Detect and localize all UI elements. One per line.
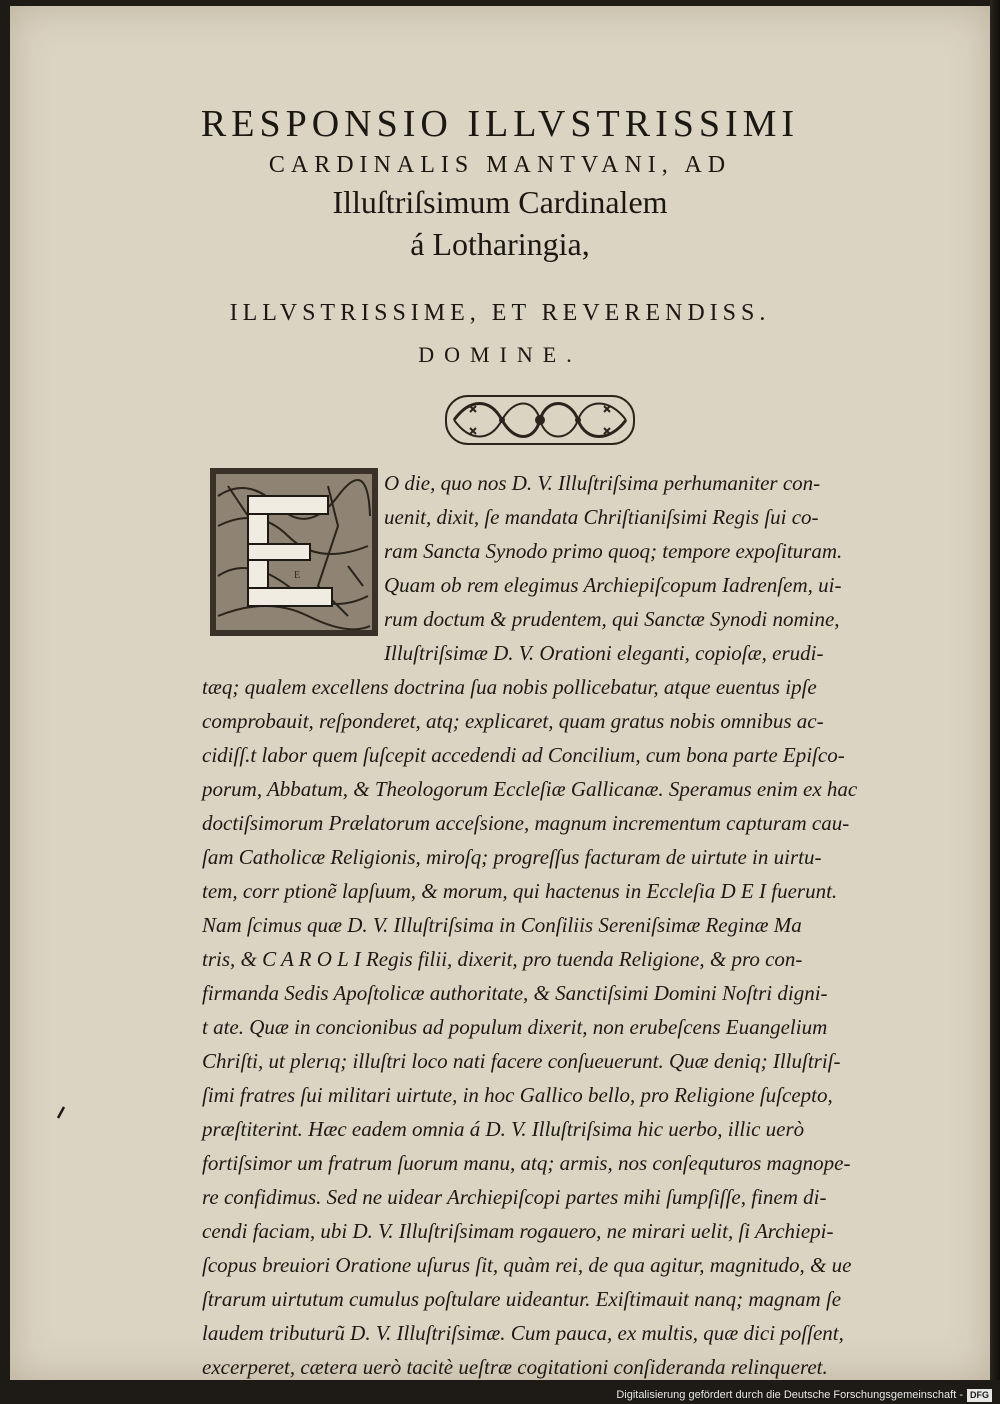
page-edge [990,0,1000,1380]
text-line: cendi faciam, ubi D. V. Illuſtriſsimam rogauero, ne mirari uelit, ſi Archiepi- [202,1219,834,1243]
text-line: ſcopus breuiori Oratione uſurus ſit, quàm rei, de qua agitur, magnitudo, & ue [202,1253,852,1277]
text-line: tæq; qualem excellens doctrina ſua nobis pollicebatur, atque euentus ipſe [202,675,817,699]
text-line: cidiſſ.t labor quem ſuſcepit accedendi ad Concilium, cum bona parte Epiſco- [202,743,845,767]
text-line: rum doctum & prudentem, qui Sanctæ Synodi nomine, [384,607,840,631]
text-line: Chriſti, ut plerıq; illuſtri loco nati facere conſueuerunt. Quæ deniq; Illuſtriſ- [202,1049,841,1073]
text-line: tris, & C A R O L I Regis filii, dixerit, pro tuenda Religione, & pro con- [202,947,803,971]
text-line: porum, Abbatum, & Theologorum Eccleſiæ Gallicanæ. Speramus enim ex hac [202,777,858,801]
dfg-logo: DFG [967,1389,992,1402]
text-line: tem, corr ptionẽ lapſuum, & morum, qui hactenus in Eccleſia D E I fuerunt. [202,879,838,903]
text-line: O die, quo nos D. V. Illuſtriſsima perhumaniter con- [384,471,821,495]
decorated-initial-letter [208,466,380,638]
text-line: firmanda Sedis Apoſtolicæ authoritate, & Sanctiſsimi Domini Noſtri digni- [202,981,828,1005]
text-line: Nam ſcimus quæ D. V. Illuſtriſsima in Conſiliis Sereniſsimæ Reginæ Ma [202,913,802,937]
text-line: re confidimus. Sed ne uidear Archiepiſcopi partes mihi ſumpſiſſe, finem di- [202,1185,827,1209]
text-line: fortiſsimor um fratrum ſuorum manu, atq; armis, nos conſequturos magnope- [202,1151,851,1175]
text-line: ſam Catholicæ Religionis, miroſq; progreſſus facturam de uirtute in uirtu- [202,845,822,869]
text-line: ſtrarum uirtutum cumulus poſtulare uideantur. Exiſtimauit nanq; magnam ſe [202,1287,842,1311]
heading-line-1: RESPONSIO ILLVSTRISSIMI [200,103,800,145]
salutation-line-1: ILLVSTRISSIME, ET REVERENDISS. [229,300,771,326]
heading-line-2: CARDINALIS MANTVANI, AD [268,152,732,178]
heading-line-3: Illuſtriſsimum Cardinalem [332,184,668,220]
text-line: uenit, dixit, ſe mandata Chriſtianiſsimi Regis ſui co- [384,505,819,529]
floral-ornament-icon [440,392,640,448]
text-line: excerperet, cætera uerò tacitè ueſtræ cogitationi conſideranda relinqueret. [202,1355,828,1379]
text-line: Quam ob rem elegimus Archiepiſcopum Iadrenſem, ui- [384,573,842,597]
ink-mark [56,1106,66,1120]
footer-text: Digitalisierung gefördert durch die Deutsche Forschungsgemeinschaft - [616,1389,963,1401]
text-line: ſimi fratres ſui militari uirtute, in hoc Gallico bello, pro Religione ſuſcepto, [202,1083,833,1107]
text-line: Illuſtriſsimæ D. V. Orationi eleganti, copioſæ, erudi- [384,641,824,665]
text-line: doctiſsimorum Prælatorum acceſsione, magnum incrementum capturam cau- [202,811,850,835]
text-line: laudem tributurũ D. V. Illuſtriſsimæ. Cum pauca, ex multis, quæ dici poſſent, [202,1321,844,1345]
initial-letter: E [294,570,301,581]
text-line: præſtiterint. Hæc eadem omnia á D. V. Illuſtriſsima hic uerbo, illic uerò [202,1117,805,1141]
text-line: ram Sancta Synodo primo quoq; tempore expoſituram. [384,539,843,563]
text-line: comprobauit, reſponderet, atq; explicaret, quam gratus nobis omnibus ac- [202,709,824,733]
digitization-footer [0,1386,992,1404]
heading-line-4: á Lotharingia, [410,226,590,262]
book-page [10,6,990,1380]
text-line: t ate. Quæ in concionibus ad populum dixerit, non erubeſcens Euangelium [202,1015,828,1039]
salutation-line-2: DOMINE. [418,342,582,367]
